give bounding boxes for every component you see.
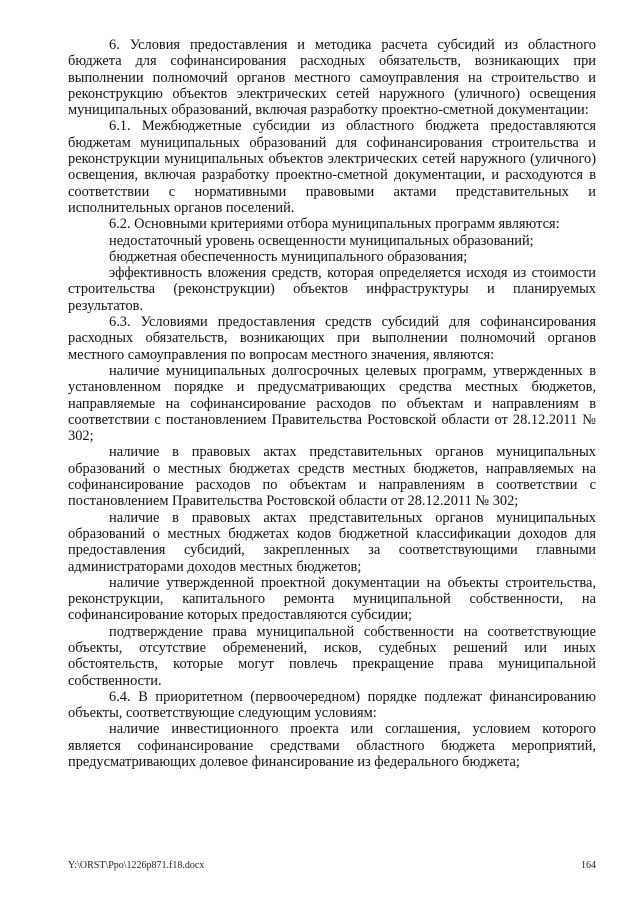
paragraph-section-6: 6. Условия предоставления и методика расчета субсидий из областного бюджета для софинансирования расходных обязательств, возникающих при выполнении полномочий органов местного самоуправления на строительство и реконструкцию объектов электрических сетей наружного (уличного) освещения муниципальных образований, включая разработку проектно-сметной документации:	[68, 37, 596, 119]
document-body	[68, 37, 596, 770]
criteria-item: бюджетная обеспеченность муниципального образования;	[109, 248, 468, 265]
page-footer	[68, 860, 596, 874]
priority-item: наличие инвестиционного проекта или соглашения, условием которого является софинансирование средствами областного бюджета мероприятий, предусматривающих долевое финансирование из федерального бюджета;	[68, 721, 596, 771]
condition-item: наличие в правовых актах представительных органов муниципальных образований о местных бюджетах средств местных бюджетов, направляемых на софинансирование расходов по объектам и направлениям в соответствии с постановлением Правительства Ростовской области от 28.12.2011 № 302;	[68, 444, 596, 510]
condition-item: наличие в правовых актах представительных органов муниципальных образований о местных бюджетах кодов бюджетной классификации доходов для предоставления субсидий, закрепленных за соответствующими главными администраторами доходов местных бюджетов;	[68, 509, 596, 575]
condition-item: подтверждение права муниципальной собственности на соответствующие объекты, отсутствие обременений, исков, судебных решений или иных обстоятельств, которые могут повлечь прекращение права муниципальной собственности.	[68, 623, 596, 689]
paragraph-6-1: 6.1. Межбюджетные субсидии из областного бюджета предоставляются бюджетам муниципальных образований для софинансирования строительства и реконструкции муниципальных объектов электрических сетей наружного (уличного) освещения, включая разработку проектно-сметной документации, и расходуются в соответствии с нормативными правовыми актами представительных и исполнительных органов поселений.	[68, 118, 596, 216]
paragraph-6-4: 6.4. В приоритетном (первоочередном) порядке подлежат финансированию объекты, соответствующие следующим условиям:	[68, 688, 596, 722]
criteria-item: эффективность вложения средств, которая определяется исходя из стоимости строительства (реконструкции) объектов инфраструктуры и планируемых результатов.	[68, 265, 596, 314]
paragraph-6-2: 6.2. Основными критериями отбора муниципальных программ являются:	[109, 216, 560, 233]
condition-item: наличие муниципальных долгосрочных целевых программ, утвержденных в установленном порядке и предусматривающих средства местных бюджетов, направляемые на софинансирование расходов по объектам и направлениям в соответствии с постановлением Правительства Ростовской области от 28.12.2011 № 302;	[68, 362, 596, 445]
page-number: 164	[581, 860, 596, 871]
paragraph-6-3: 6.3. Условиями предоставления средств субсидий для софинансирования расходных обязательств, возникающих при выполнении полномочий органов местного самоуправления по вопросам местного значения, являются:	[68, 314, 596, 363]
file-path: Y:\ORST\Ppo\1226p871.f18.docx	[68, 860, 205, 871]
condition-item: наличие утвержденной проектной документации на объекты строительства, реконструкции, капитального ремонта муниципальной собственности, на софинансирование которых предоставляются субсидии;	[68, 574, 596, 624]
criteria-item: недостаточный уровень освещенности муниципальных образований;	[109, 232, 534, 249]
